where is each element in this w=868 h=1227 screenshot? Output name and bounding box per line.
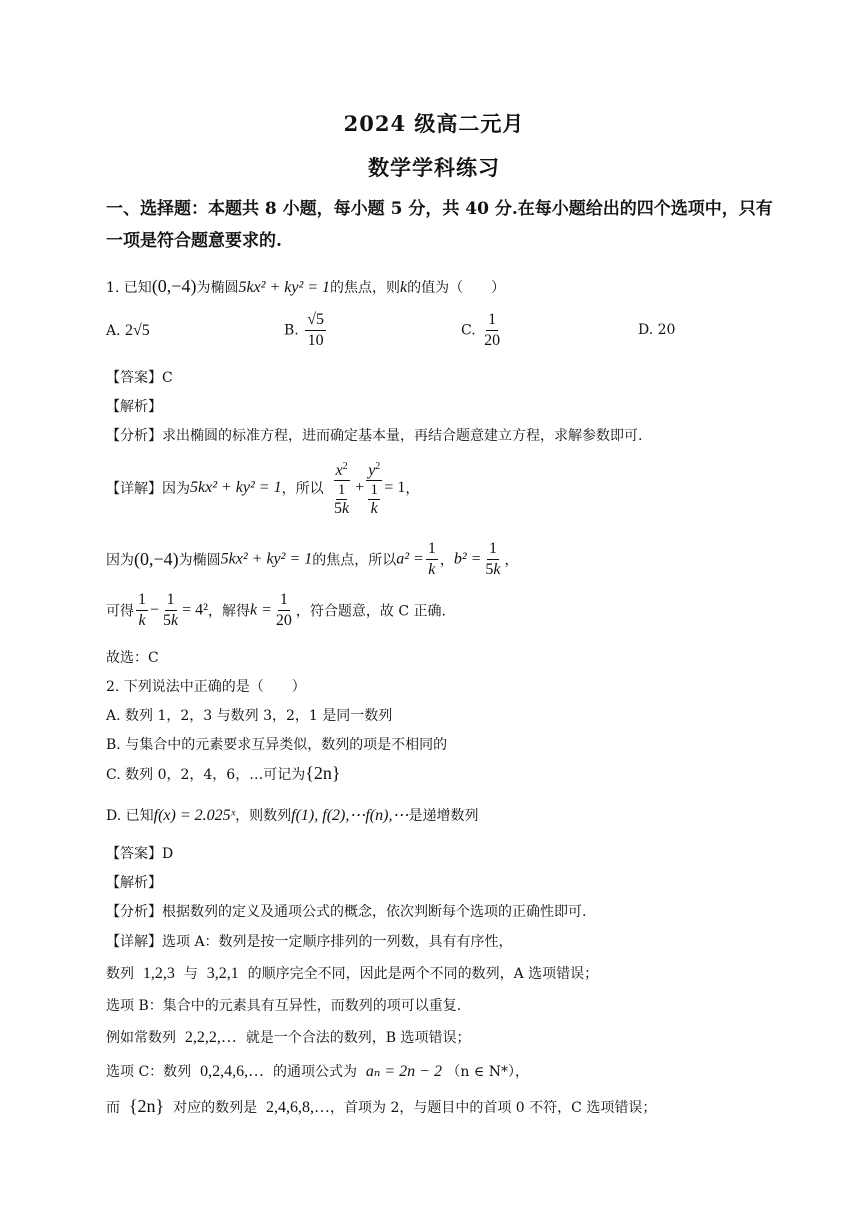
section-heading: 一、选择题：本题共 8 小题，每小题 5 分，共 40 分.在每小题给出的四个选项中，只有一项是符合题意要求的. <box>106 199 773 251</box>
q2-detail-6: 而 {2n} 对应的数列是 2,4,6,8,…，首项为 2，与题目中的首项 0 不符，C 选项错误； <box>106 1096 657 1116</box>
q2-option-b: B. 与集合中的元素要求互异类似，数列的项是不相同的 <box>106 737 448 753</box>
q2-detail-5: 选项 C：数列 0,2,4,6,… 的通项公式为 aₙ = 2n − 2 （n ∈ N*）， <box>106 1063 529 1080</box>
q2-detail-3: 选项 B：集合中的元素具有互异性，而数列的项可以重复. <box>106 998 462 1014</box>
q1-option-b: B. $\frac{√5}{10}$ <box>284 311 324 349</box>
q2-option-d: D. 已知f(x) = 2.025ˣ，则数列f(1), f(2),⋯f(n),⋯是递增数列 <box>106 807 479 824</box>
q2-detail-4: 例如常数列 2,2,2,… 就是一个合法的数列，B 选项错误； <box>106 1029 471 1046</box>
q2-jiexi: 【解析】 <box>106 875 162 891</box>
q1-option-c: C. $\frac{1}{20}$ <box>461 311 501 349</box>
title-line-2: 数学学科练习 <box>368 155 500 180</box>
q1-detail-1: 【详解】因为5kx² + ky² = 1，所以 $\frac{x^2}{\frac{1}{5k}}$ + $\frac{y^2}{\frac{1}{k}}$ = 1， <box>106 458 419 518</box>
q2-detail-2: 数列 1,2,3 与 3,2,1 的顺序完全不同，因此是两个不同的数列，A 选项错误； <box>106 965 599 982</box>
q1-option-a: A. 2√5 <box>106 322 150 339</box>
q1-fenxi: 【分析】求出椭圆的标准方程，进而确定基本量，再结合题意建立方程，求解参数即可. <box>106 428 643 444</box>
q2-stem: 2. 下列说法中正确的是（ ） <box>106 679 306 695</box>
q1-answer: 【答案】C <box>106 370 173 386</box>
q1-guxuan: 故选：C <box>106 650 159 666</box>
q1-option-d: D. 20 <box>638 322 676 338</box>
q1-detail-3: 可得 $\frac{1}{k}$ − $\frac{1}{5k}$ = 4²，解得k = $\frac{1}{20}$ ，符合题意，故 C 正确. <box>106 591 446 629</box>
q2-answer: 【答案】D <box>106 846 174 862</box>
q2-detail-1: 【详解】选项 A：数列是按一定顺序排列的一列数，具有有序性， <box>106 934 513 950</box>
q2-option-a: A. 数列 1，2，3 与数列 3，2，1 是同一数列 <box>106 708 393 724</box>
q1-jiexi: 【解析】 <box>106 399 162 415</box>
title-line-1: 2024 级高二元月 <box>343 111 525 136</box>
q1-detail-2: 因为(0,−4)为椭圆5kx² + ky² = 1的焦点，所以a² = $\frac{1}{k}$ ，b² = $\frac{1}{5k}$ ， <box>106 540 519 578</box>
q1-stem: 1. 已知(0,−4)为椭圆5kx² + ky² = 1的焦点，则k的值为（ ） <box>106 276 506 296</box>
q2-fenxi: 【分析】根据数列的定义及通项公式的概念，依次判断每个选项的正确性即可. <box>106 904 587 920</box>
q2-option-c: C. 数列 0，2，4，6，…可记为{2n} <box>106 763 341 783</box>
